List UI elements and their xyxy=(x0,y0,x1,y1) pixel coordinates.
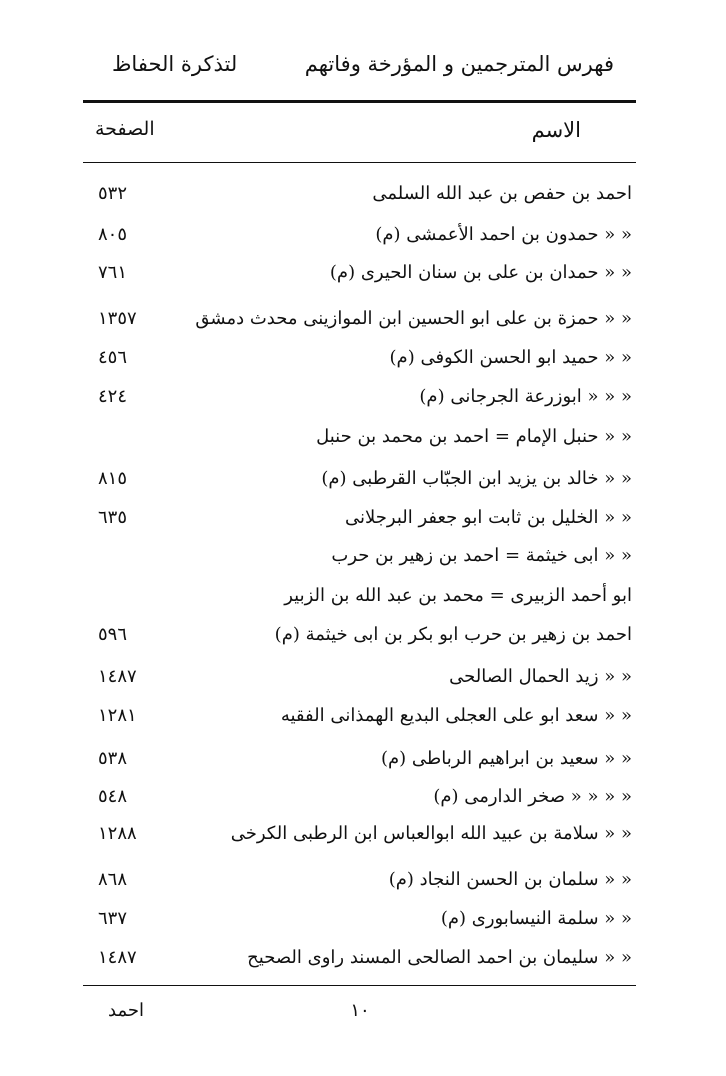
index-entry xyxy=(80,500,632,536)
entry-name: « « سعد ابو على العجلى البديع الهمذانى الفقيه xyxy=(280,705,632,726)
entry-name: « « سعيد بن ابراهيم الرباطى (م) xyxy=(381,748,632,769)
index-entry xyxy=(80,340,632,376)
index-entry xyxy=(80,816,632,852)
entry-page: ٥٩٦ xyxy=(98,624,128,645)
entry-page: ٧٦١ xyxy=(98,262,128,283)
index-entry xyxy=(80,779,632,815)
entry-name: احمد بن زهير بن حرب ابو بكر بن ابى خيثمة (م) xyxy=(274,624,632,645)
entry-name: « « ابى خيثمة = احمد بن زهير بن حرب xyxy=(331,545,632,566)
index-entry xyxy=(80,419,632,455)
index-entry xyxy=(80,176,632,212)
entry-name: « « « ابوزرعة الجرجانى (م) xyxy=(419,386,632,407)
entry-name: « « سلمة النيسابورى (م) xyxy=(440,908,632,929)
entry-page: ١٢٨١ xyxy=(98,705,137,726)
entry-page: ٦٣٧ xyxy=(98,908,128,929)
catchword: احمد xyxy=(108,1000,144,1021)
index-entry xyxy=(80,217,632,253)
column-header-name: الاسم xyxy=(531,118,581,142)
index-entry xyxy=(80,940,632,976)
entry-name: « « حنبل الإمام = احمد بن محمد بن حنبل xyxy=(316,426,632,447)
entry-name: « « حمدان بن على بن سنان الحيرى (م) xyxy=(329,262,632,283)
entry-name: احمد بن حفص بن عبد الله السلمى xyxy=(372,183,632,204)
index-entry xyxy=(80,538,632,574)
entry-page: ١٢٨٨ xyxy=(98,823,137,844)
entry-name: « « سلامة بن عبيد الله ابوالعباس ابن الرطبى الكرخى xyxy=(230,823,632,844)
entry-page: ٤٥٦ xyxy=(98,347,128,368)
entry-name: « « حمزة بن على ابو الحسين ابن الموازينى محدث دمشق xyxy=(195,308,632,329)
index-entry xyxy=(80,379,632,415)
index-entry xyxy=(80,862,632,898)
entry-name: « « حمدون بن احمد الأعمشى (م) xyxy=(375,224,632,245)
entry-page: ٨١٥ xyxy=(98,468,128,489)
entry-page: ١٤٨٧ xyxy=(98,666,137,687)
entry-name: ابو أحمد الزبيرى = محمد بن عبد الله بن الزبير xyxy=(284,585,632,606)
entry-page: ٥٣٨ xyxy=(98,748,128,769)
index-entry xyxy=(80,255,632,291)
index-entry xyxy=(80,301,632,337)
index-entry xyxy=(80,659,632,695)
entry-page: ٦٣٥ xyxy=(98,507,128,528)
index-entry xyxy=(80,617,632,653)
entry-page: ٤٢٤ xyxy=(98,386,128,407)
entry-name: « « الخليل بن ثابت ابو جعفر البرجلانى xyxy=(345,507,632,528)
column-header-page: الصفحة xyxy=(95,118,155,140)
index-entry xyxy=(80,698,632,734)
entry-page: ٨٠٥ xyxy=(98,224,128,245)
page-number: ١٠ xyxy=(350,1000,370,1021)
index-entry xyxy=(80,741,632,777)
index-entry xyxy=(80,461,632,497)
entry-name: « « زيد الحمال الصالحى xyxy=(449,666,632,687)
book-title: لتذكرة الحفاظ xyxy=(112,52,238,76)
entry-page: ٨٦٨ xyxy=(98,869,128,890)
running-title: فهرس المترجمين و المؤرخة وفاتهم xyxy=(304,52,614,76)
entry-name: « « « « صخر الدارمى (م) xyxy=(433,786,632,807)
index-entry xyxy=(80,901,632,937)
entry-page: ٥٤٨ xyxy=(98,786,128,807)
entry-name: « « حميد ابو الحسن الكوفى (م) xyxy=(389,347,632,368)
entry-name: « « خالد بن يزيد ابن الجبّاب القرطبى (م) xyxy=(321,468,632,489)
entry-name: « « سليمان بن احمد الصالحى المسند راوى الصحيح xyxy=(247,947,632,968)
entry-page: ١٣٥٧ xyxy=(98,308,137,329)
index-entry xyxy=(80,578,632,614)
footer-rule xyxy=(83,985,636,986)
entry-name: « « سلمان بن الحسن النجاد (م) xyxy=(388,869,632,890)
entry-page: ٥٣٢ xyxy=(98,183,128,204)
entry-page: ١٤٨٧ xyxy=(98,947,137,968)
